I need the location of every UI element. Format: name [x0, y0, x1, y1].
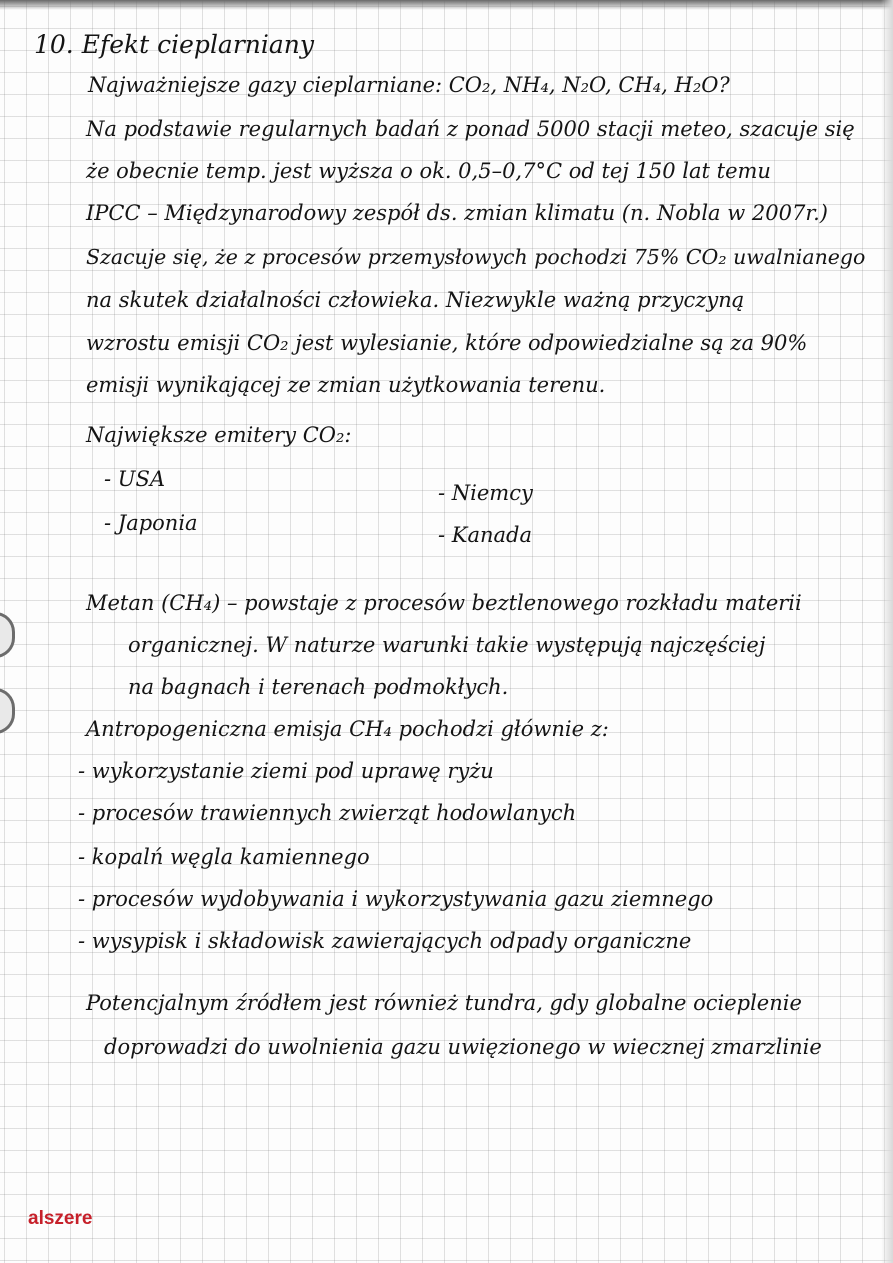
emitter-item: - USA	[104, 467, 166, 491]
closing-line: Potencjalnym źródłem jest również tundra, gdy globalne ocieplenie	[86, 991, 802, 1015]
note-title: 10. Efekt cieplarniany	[34, 30, 315, 59]
paragraph-line: emisji wynikającej ze zmian użytkowania terenu.	[86, 373, 606, 397]
page-top-edge	[0, 0, 893, 10]
emitters-heading: Największe emitery CO₂:	[86, 423, 352, 447]
emitter-item: - Kanada	[438, 523, 532, 547]
methane-line: na bagnach i terenach podmokłych.	[128, 675, 509, 699]
paragraph-line: na skutek działalności człowieka. Niezwykle ważną przyczyną	[86, 288, 745, 312]
binder-ring	[0, 612, 15, 658]
methane-line: organicznej. W naturze warunki takie występują najczęściej	[128, 633, 766, 657]
paragraph-line: że obecnie temp. jest wyższa o ok. 0,5–0,7°C od tej 150 lat temu	[86, 159, 771, 183]
anthro-item: - procesów wydobywania i wykorzystywania gazu ziemnego	[78, 887, 714, 911]
paragraph-line: Szacuje się, że z procesów przemysłowych pochodzi 75% CO₂ uwalnianego	[86, 245, 866, 269]
paragraph-line: wzrostu emisji CO₂ jest wylesianie, które odpowiedzialne są za 90%	[86, 331, 808, 355]
paragraph-line: Na podstawie regularnych badań z ponad 5000 stacji meteo, szacuje się	[86, 117, 855, 141]
gases-line: Najważniejsze gazy cieplarniane: CO₂, NH₄, N₂O, CH₄, H₂O?	[88, 73, 730, 97]
watermark-signature: alszere	[28, 1208, 93, 1229]
anthro-item: - wysypisk i składowisk zawierających odpady organiczne	[78, 929, 692, 953]
paragraph-line: IPCC – Międzynarodowy zespół ds. zmian klimatu (n. Nobla w 2007r.)	[86, 201, 828, 225]
anthro-item: - procesów trawiennych zwierząt hodowlanych	[78, 801, 577, 825]
binder-ring	[0, 688, 15, 734]
anthro-item: - kopalń węgla kamiennego	[78, 845, 370, 869]
emitter-item: - Japonia	[104, 511, 198, 535]
page-right-edge	[881, 0, 893, 1263]
anthro-item: - wykorzystanie ziemi pod uprawę ryżu	[78, 759, 494, 783]
methane-line: Metan (CH₄) – powstaje z procesów beztlenowego rozkładu materii	[86, 591, 802, 615]
emitter-item: - Niemcy	[438, 481, 533, 505]
anthro-heading: Antropogeniczna emisja CH₄ pochodzi głównie z:	[86, 717, 609, 741]
closing-line: doprowadzi do uwolnienia gazu uwięzionego w wiecznej zmarzlinie	[104, 1035, 822, 1059]
